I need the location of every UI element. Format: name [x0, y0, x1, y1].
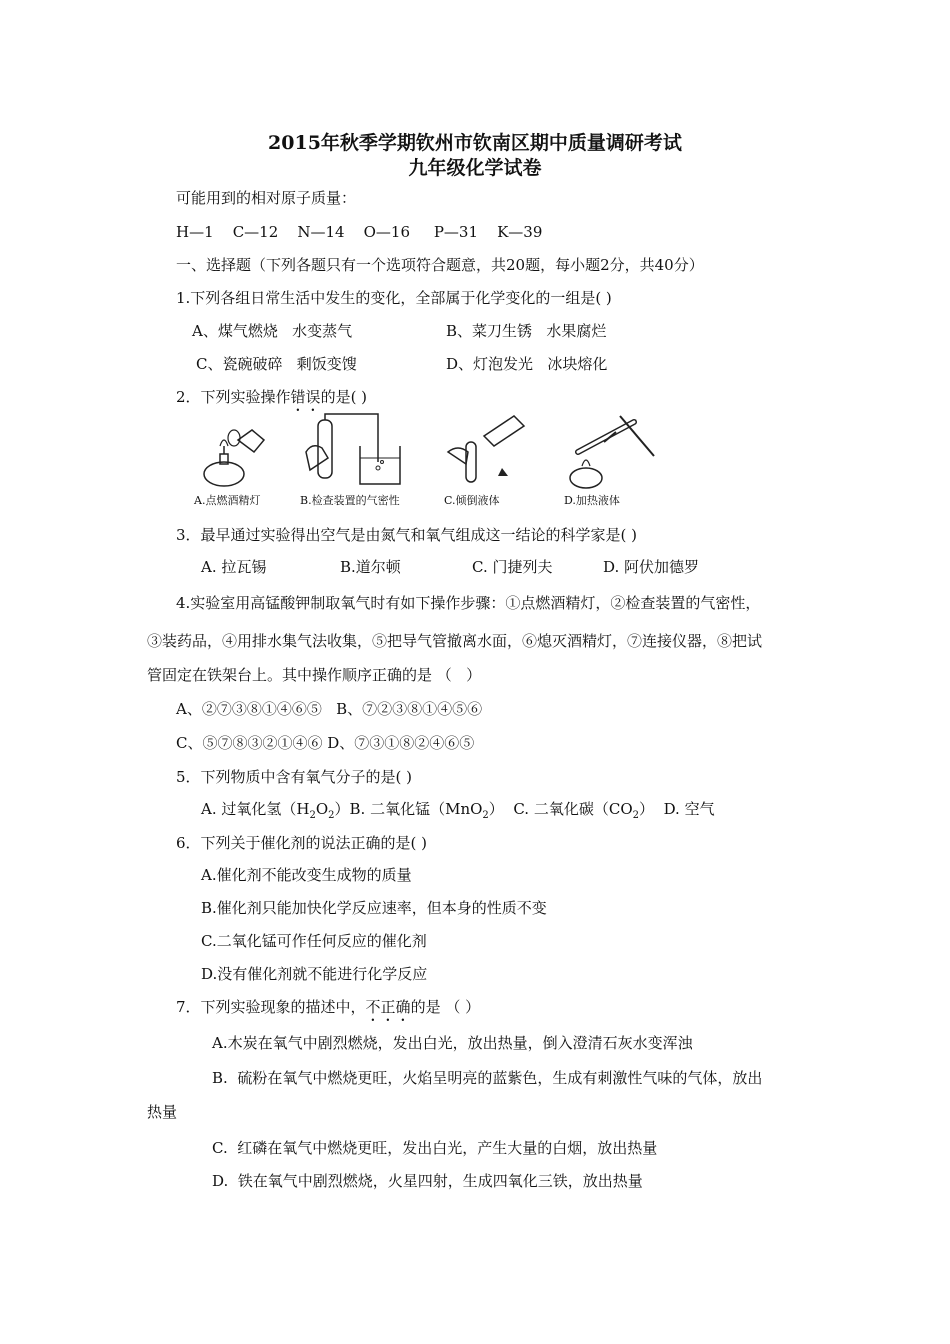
figure-heat-liquid: [564, 412, 664, 507]
q7-option-c: C. 红磷在氧气中燃烧更旺，发出白光，产生大量的白烟，放出热量: [212, 1139, 658, 1157]
alcohol-lamp-lighting-illustration: [194, 412, 274, 492]
q6-option-c: C.二氧化锰可作任何反应的催化剂: [201, 932, 427, 950]
q7-option-d: D. 铁在氧气中剧烈燃烧，火星四射，生成四氧化三铁，放出热量: [212, 1172, 643, 1190]
q6-stem: 6．下列关于催化剂的说法正确的是( ): [176, 834, 428, 852]
q7-stem-pre: 7．下列实验现象的描述中，: [176, 998, 366, 1016]
q5-option-c: C. 二氧化碳$(CO_2)$: [513, 800, 655, 821]
q4-stem-line3: 管固定在铁架台上。其中操作顺序正确的是 （ ）: [147, 666, 482, 684]
q4-options-ab: A、②⑦③⑧①④⑥⑤ B、⑦②③⑧①④⑤⑥: [176, 700, 483, 718]
figure-airtight-check: [300, 412, 420, 507]
q4-stem-line1: 4.实验室用高锰酸钾制取氧气时有如下操作步骤：①点燃酒精灯，②检查装置的气密性，: [176, 594, 761, 612]
q4-stem-line2: ③装药品，④用排水集气法收集，⑤把导气管撤离水面，⑥熄灭酒精灯，⑦连接仪器，⑧把试: [147, 632, 763, 650]
q2-stem-emphasis: 错误: [290, 388, 321, 406]
exam-title: 2015年秋季学期钦州市钦南区期中质量调研考试: [268, 132, 682, 154]
q7-stem: [176, 997, 480, 1025]
q7-option-b-line2: 热量: [147, 1103, 178, 1121]
q7-option-b-line1: B. 硫粉在氧气中燃烧更旺，火焰呈明亮的蓝紫色，生成有刺激性气味的气体，放出: [212, 1069, 763, 1087]
caption-a: A.点燃酒精灯: [194, 494, 261, 507]
atomic-mass-values: H—1 C—12 N—14 O—16 P—31 K—39: [176, 223, 543, 241]
caption-c: C.倾倒液体: [444, 494, 500, 507]
q1-option-a: A、煤气燃烧 水变蒸气: [192, 322, 353, 340]
q2-stem-pre: 2．下列实验操作: [176, 388, 291, 406]
q1-stem: 1.下列各组日常生活中发生的变化，全部属于化学变化的一组是( ): [176, 289, 612, 307]
caption-b: B.检查装置的气密性: [300, 494, 400, 507]
q3-option-a: A. 拉瓦锡: [201, 558, 267, 576]
q5-options: [201, 799, 715, 826]
section-heading: 一、选择题（下列各题只有一个选项符合题意，共20题，每小题2分，共40分）: [176, 256, 704, 274]
q1-option-c: C、瓷碗破碎 剩饭变馊: [196, 355, 357, 373]
q5-option-b: B. 二氧化锰（MnO$_2$）: [349, 800, 504, 821]
q1-option-d: D、灯泡发光 冰块熔化: [446, 355, 608, 373]
exam-subtitle: 九年级化学试卷: [408, 157, 542, 179]
q7-stem-post: 的是 （ ）: [410, 998, 481, 1016]
atomic-mass-label: 可能用到的相对原子质量：: [176, 189, 357, 207]
q6-option-b: B.催化剂只能加快化学反应速率，但本身的性质不变: [201, 899, 547, 917]
q3-option-c: C. 门捷列夫: [472, 558, 553, 576]
q3-option-d: D. 阿伏加德罗: [603, 558, 700, 576]
pour-liquid-illustration: [444, 412, 534, 492]
caption-d: D.加热液体: [564, 494, 620, 507]
q5-option-d: D. 空气: [663, 800, 715, 818]
q6-option-a: A.催化剂不能改变生成物的质量: [201, 866, 412, 884]
figure-pour-liquid: [444, 412, 534, 507]
q2-stem: [176, 387, 367, 415]
q7-option-a: A.木炭在氧气中剧烈燃烧，发出白光，放出热量，倒入澄清石灰水变浑浊: [212, 1034, 693, 1052]
q6-option-d: D.没有催化剂就不能进行化学反应: [201, 965, 428, 983]
q3-option-b: B.道尔顿: [340, 558, 401, 576]
q7-stem-emphasis: 不正确: [365, 998, 411, 1016]
q4-options-cd: C、⑤⑦⑧③②①④⑥ D、⑦③①⑧②④⑥⑤: [176, 734, 475, 752]
q5-option-a: A. 过氧化氢$(H_2O_2)$: [201, 800, 350, 821]
q3-stem: 3．最早通过实验得出空气是由氮气和氧气组成这一结论的科学家是( ): [176, 526, 638, 544]
q2-stem-post: 的是( ): [320, 388, 368, 406]
figure-light-lamp: [194, 412, 274, 507]
q1-option-b: B、菜刀生锈 水果腐烂: [446, 322, 607, 340]
q5-stem: 5．下列物质中含有氧气分子的是( ): [176, 768, 413, 786]
airtightness-check-illustration: [300, 412, 420, 492]
heat-liquid-illustration: [564, 412, 664, 492]
